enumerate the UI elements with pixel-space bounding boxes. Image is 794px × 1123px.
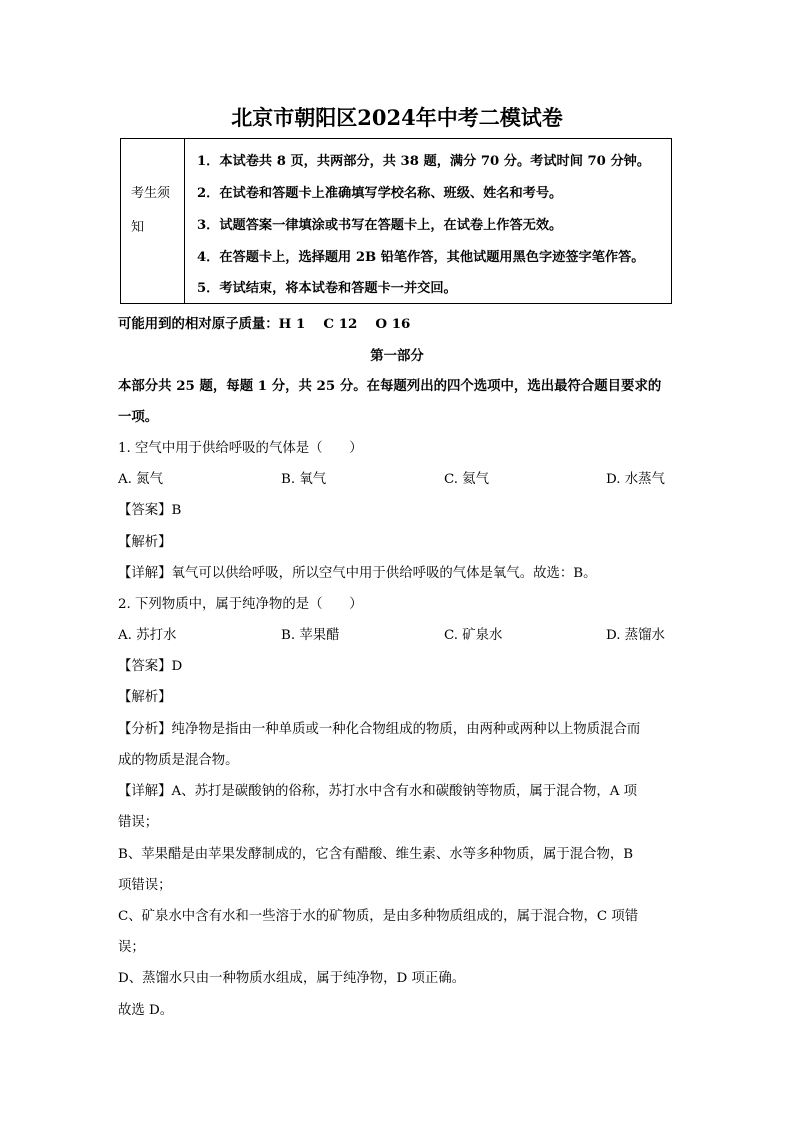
q2-detail-c-line2: 误； — [118, 940, 145, 955]
notice-label-line1: 考生须 — [131, 186, 171, 201]
q1-option-d: D. 水蒸气 — [606, 472, 665, 487]
part-description-line2: 一项。 — [118, 409, 159, 425]
q2-detail-b-line2: 项错误； — [118, 878, 172, 893]
q1-option-b: B. 氧气 — [281, 472, 327, 487]
q2-option-a: A. 苏打水 — [118, 628, 177, 643]
notice-label-line2: 知 — [131, 220, 145, 235]
q1-analysis-heading: 【解析】 — [118, 535, 172, 550]
q2-detail-c-line1: C、矿泉水中含有水和一些溶于水的矿物质，是由多种物质组成的，属于混合物，C 项错 — [118, 909, 639, 924]
q1-option-a: A. 氮气 — [118, 472, 163, 487]
part-title: 第一部分 — [370, 348, 424, 364]
q2-option-c: C. 矿泉水 — [444, 628, 503, 643]
part-description-line1: 本部分共 25 题，每题 1 分，共 25 分。在每题列出的四个选项中，选出最符合题目要求的 — [118, 378, 662, 394]
notice-label — [121, 139, 185, 303]
q2-detail-a-line2: 错误； — [118, 815, 159, 830]
notice-item: 3．试题答案一律填涂或书写在答题卡上，在试卷上作答无效。 — [197, 218, 563, 233]
q2-analysis-heading: 【解析】 — [118, 690, 172, 705]
q2-fenxi-line2: 成的物质是混合物。 — [118, 753, 239, 768]
q2-conclusion: 故选 D。 — [118, 1003, 174, 1018]
q1-detail: 【详解】氧气可以供给呼吸，所以空气中用于供给呼吸的气体是氧气。故选：B。 — [118, 566, 597, 581]
q2-detail-b-line1: B、苹果醋是由苹果发酵制成的，它含有醋酸、维生素、水等多种物质，属于混合物，B — [118, 847, 634, 862]
q2-answer: 【答案】D — [118, 659, 183, 674]
notice-item: 5．考试结束，将本试卷和答题卡一并交回。 — [197, 281, 457, 296]
q1-option-c: C. 氦气 — [444, 472, 490, 487]
page-title: 北京市朝阳区2024年中考二模试卷 — [231, 105, 563, 130]
notice-item: 1．本试卷共 8 页，共两部分，共 38 题，满分 70 分。考试时间 70 分钟。 — [197, 154, 651, 169]
q1-answer: 【答案】B — [118, 503, 182, 518]
question-1-stem: 1. 空气中用于供给呼吸的气体是（ ） — [118, 441, 363, 456]
atomic-mass-line: 可能用到的相对原子质量：H 1 C 12 O 16 — [118, 316, 411, 332]
q2-detail-a-line1: 【详解】A、苏打是碳酸钠的俗称，苏打水中含有水和碳酸钠等物质，属于混合物，A 项 — [118, 784, 638, 799]
question-2-stem: 2. 下列物质中，属于纯净物的是（ ） — [118, 597, 363, 612]
q2-detail-d: D、蒸馏水只由一种物质水组成，属于纯净物，D 项正确。 — [118, 971, 466, 986]
notice-item: 4．在答题卡上，选择题用 2B 铅笔作答，其他试题用黑色字迹签字笔作答。 — [197, 250, 645, 265]
q2-option-b: B. 苹果醋 — [281, 628, 340, 643]
q2-fenxi-line1: 【分析】纯净物是指由一种单质或一种化合物组成的物质，由两种或两种以上物质混合而 — [118, 722, 641, 737]
q2-option-d: D. 蒸馏水 — [606, 628, 665, 643]
candidate-notice-box — [120, 138, 672, 304]
notice-item: 2．在试卷和答题卡上准确填写学校名称、班级、姓名和考号。 — [197, 186, 563, 201]
